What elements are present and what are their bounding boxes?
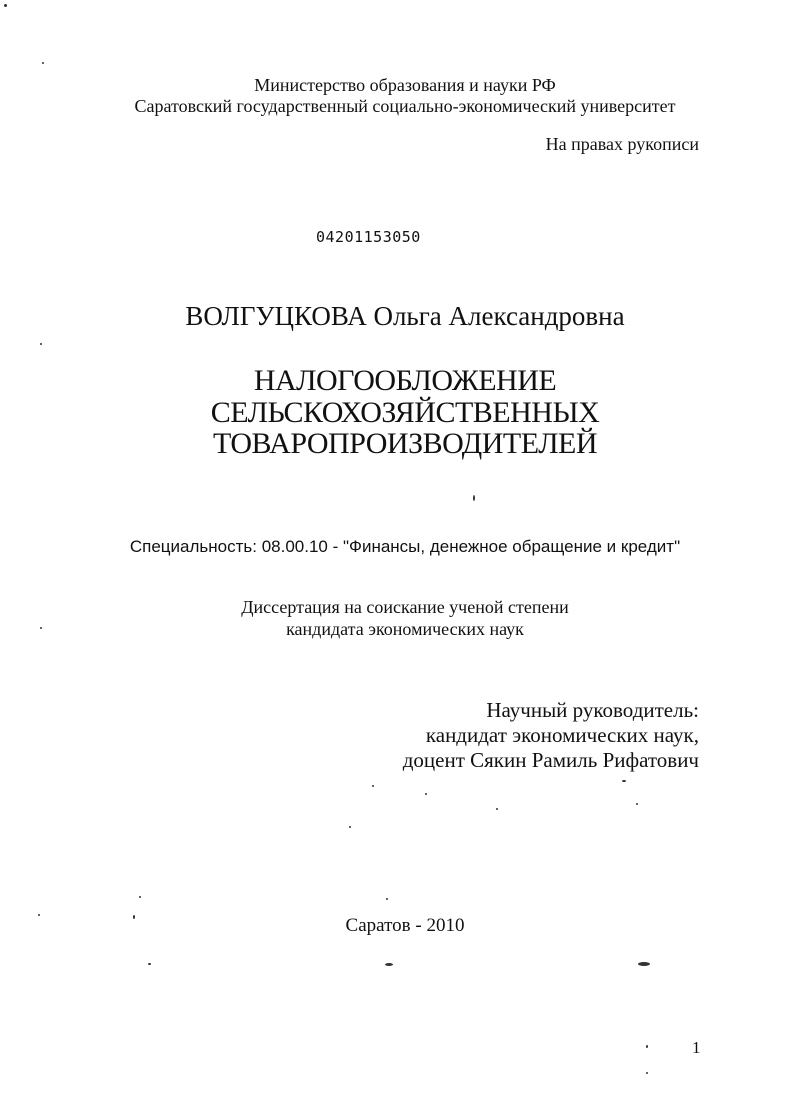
scan-speck: [42, 62, 44, 64]
page-number: 1: [692, 1038, 701, 1057]
university-name: Саратовский государственный социально-экономический университет: [134, 96, 676, 116]
supervisor-name: доцент Сякин Рамиль Рифатович: [402, 748, 699, 772]
degree-line-1: Диссертация на соискание ученой степени: [241, 597, 569, 617]
supervisor-degree: кандидат экономических наук,: [425, 723, 699, 747]
specialty-line: Специальность: 08.00.10 - "Финансы, денежное обращение и кредит": [129, 537, 681, 556]
scan-speck: [636, 803, 638, 805]
author-name: ВОЛГУЦКОВА Ольга Александровна: [185, 301, 625, 331]
manuscript-rights-note: На правах рукописи: [545, 134, 699, 154]
scan-speck: [139, 896, 141, 898]
dissertation-title-line-3: ТОВАРОПРОИЗВОДИТЕЛЕЙ: [212, 427, 598, 460]
scan-speck: [496, 808, 498, 810]
scan-speck: [473, 495, 475, 501]
dissertation-title-line-2: СЕЛЬСКОХОЗЯЙСТВЕННЫХ: [210, 396, 600, 429]
scan-speck: [40, 627, 42, 629]
supervisor-label: Научный руководитель:: [486, 698, 699, 722]
scan-speck: [4, 4, 7, 7]
registration-code: 04201153050: [316, 228, 421, 246]
scan-speck: [638, 962, 650, 966]
dissertation-title-line-1: НАЛОГООБЛОЖЕНИЕ: [253, 364, 557, 397]
scan-speck: [386, 898, 388, 900]
scan-speck: [148, 963, 151, 965]
scan-speck: [349, 826, 351, 828]
scan-speck: [133, 915, 135, 919]
scan-speck: [372, 785, 374, 787]
place-and-year: Саратов - 2010: [345, 915, 465, 936]
scan-speck: [646, 1045, 648, 1048]
scan-speck: [622, 780, 626, 782]
scan-speck: [646, 1072, 648, 1074]
scan-speck: [385, 963, 393, 966]
ministry-name: Министерство образования и науки РФ: [254, 75, 556, 95]
scan-speck: [425, 793, 427, 795]
degree-line-2: кандидата экономических наук: [286, 619, 524, 639]
scan-speck: [38, 914, 40, 916]
scan-speck: [40, 343, 42, 345]
